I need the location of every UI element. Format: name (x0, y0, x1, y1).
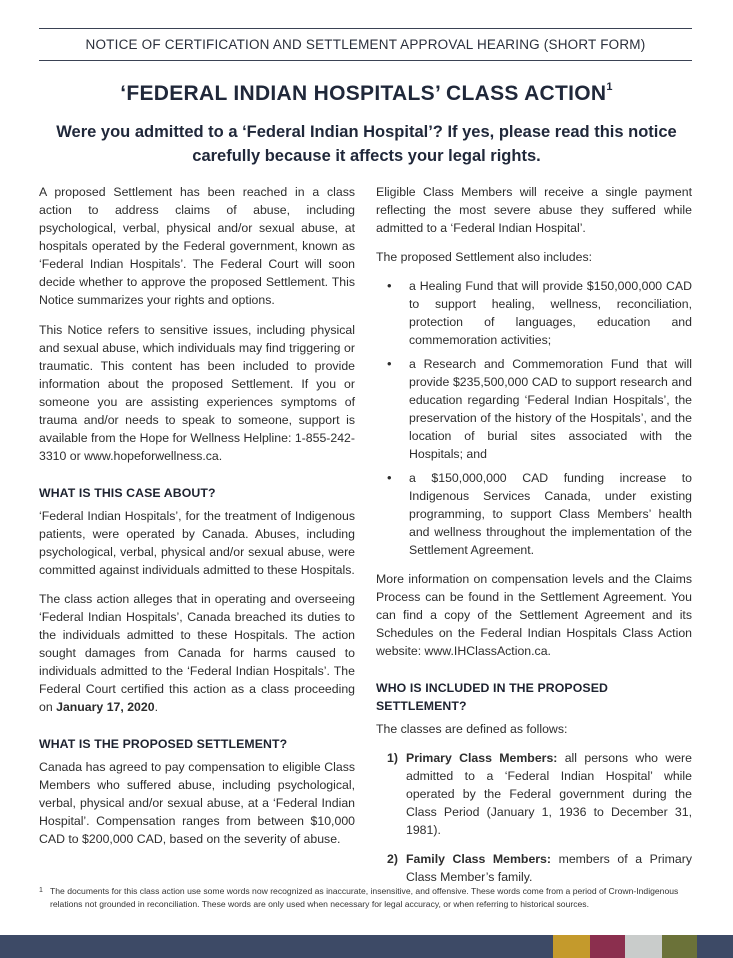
title-footnote-ref: 1 (606, 81, 613, 93)
more-info-paragraph: More information on compensation levels and the Claims Process can be found in the Settlement Agreement. You can find a copy of the Settlement Agreement and its Schedules on the Federal Indian Hospitals Class Action website: www.IHClassAction.ca. (376, 572, 692, 658)
list-item (376, 850, 692, 886)
list-item-text: a $150,000,000 CAD funding increase to Indigenous Services Canada, under existing programming, to support Class Members’ health and wellness throughout the implementation of the Settlement Agreement. (409, 471, 692, 557)
page-title (0, 82, 733, 106)
list-item-text: a Healing Fund that will provide $150,000,000 CAD to support healing, wellness, reconciliation, protection of languages, education and commemoration activities; (409, 279, 692, 347)
list-item-text: a Research and Commemoration Fund that will provide $235,500,000 CAD to support research and education regarding ‘Federal Indian Hospitals’, the preservation of the history of the Hospitals’, and the location of burial sites associated with the Hospitals; and (409, 357, 692, 461)
header-bottom-rule (39, 60, 692, 61)
bar-segment-olive (662, 935, 697, 958)
bullet-icon: • (387, 470, 392, 485)
footnote-mark: 1 (39, 887, 43, 894)
settlement-paragraph-1: Canada has agreed to pay compensation to eligible Class Members who suffered abuse, including psychological, verbal, physical and/or sexual abuse, at a ‘Federal Indian Hospital’. Compensation ranges from between $10,000 CAD to $200,000 CAD, based on the severity of abuse. (39, 760, 355, 846)
case-paragraph-2-end: . (154, 700, 158, 714)
list-number: 2) (387, 852, 398, 866)
proposed-settlement-heading: WHAT IS THE PROPOSED SETTLEMENT? (39, 737, 288, 751)
footnote (39, 885, 689, 910)
class-label: Family Class Members: (406, 852, 551, 866)
right-column (376, 183, 692, 897)
bar-segment-gold (553, 935, 590, 958)
list-number: 1) (387, 751, 398, 765)
case-paragraph-1: ‘Federal Indian Hospitals’, for the treatment of Indigenous patients, were operated by Canada. Abuses, including psychological, verbal, physical and/or sexual abuse, were committed against individuals admitted to these Hospitals. (39, 509, 355, 577)
certification-date: January 17, 2020 (56, 700, 155, 714)
bar-segment-navy-end (697, 935, 733, 958)
page-title-text: ‘FEDERAL INDIAN HOSPITALS’ CLASS ACTION (120, 82, 607, 105)
case-about-heading: WHAT IS THIS CASE ABOUT? (39, 486, 216, 500)
class-label: Primary Class Members: (406, 751, 558, 765)
also-includes-paragraph: The proposed Settlement also includes: (376, 250, 593, 264)
classes-intro: The classes are defined as follows: (376, 722, 568, 736)
list-item (376, 469, 692, 559)
bar-segment-maroon (590, 935, 625, 958)
class-definition: members of a Primary Class Member’s family. (406, 852, 692, 884)
bullet-icon: • (387, 278, 392, 293)
case-paragraph-2-text: The class action alleges that in operating and overseeing ‘Federal Indian Hospitals’, Canada breached its duties to the individuals admitted to these Hospitals. The action sought damages from Canada for harms caused to individuals admitted to the ‘Federal Indian Hospitals’. The Federal Court certified this action as a class proceeding on (39, 592, 355, 714)
settlement-includes-list (376, 277, 692, 559)
list-item (376, 749, 692, 839)
left-column (39, 183, 355, 859)
class-definition: all persons who were admitted to a ‘Federal Indian Hospital’ while operated by the Federal government during the Class Period (January 1, 1936 to December 31, 1981). (406, 751, 692, 837)
intro-paragraph-1: A proposed Settlement has been reached in a class action to address claims of abuse, including psychological, verbal, physical and/or sexual abuse, at hospitals operated by the Federal government, known as ‘Federal Indian Hospitals’. The Federal Court will soon decide whether to approve the proposed Settlement. This Notice summarizes your rights and options. (39, 185, 355, 307)
top-rule (39, 28, 692, 29)
footnote-text: The documents for this class action use some words now recognized as inaccurate, insensitive, and offensive. These words come from a period of Crown-Indigenous relations not grounded in reconciliation. These words are only used when necessary for legal accuracy, or when referring to historical sources. (50, 886, 679, 909)
class-definitions-list (376, 749, 692, 886)
who-included-heading: WHO IS INCLUDED IN THE PROPOSED SETTLEMENT? (376, 681, 608, 713)
list-item (376, 277, 692, 349)
bullet-icon: • (387, 356, 392, 371)
bar-segment-navy (0, 935, 553, 958)
case-paragraph-2 (39, 590, 355, 716)
bottom-color-bar (0, 935, 733, 958)
bar-segment-grey (625, 935, 662, 958)
notice-header: NOTICE OF CERTIFICATION AND SETTLEMENT APPROVAL HEARING (SHORT FORM) (85, 37, 646, 52)
intro-paragraph-2: This Notice refers to sensitive issues, including physical and sexual abuse, which individuals may find triggering or traumatic. This content has been included to provide information about the proposed Settlement. If you or someone you are assisting experiences symptoms of trauma and/or needs to speak to someone, support is available from the Hope for Wellness Helpline: 1-855-242-3310 or www.hopeforwellness.ca. (39, 323, 355, 463)
eligible-paragraph: Eligible Class Members will receive a single payment reflecting the most severe abuse they suffered while admitted to a ‘Federal Indian Hospital’. (376, 185, 692, 235)
page-subtitle: Were you admitted to a ‘Federal Indian Hospital’? If yes, please read this notice carefully because it affects your legal rights. (56, 123, 677, 165)
list-item (376, 355, 692, 463)
